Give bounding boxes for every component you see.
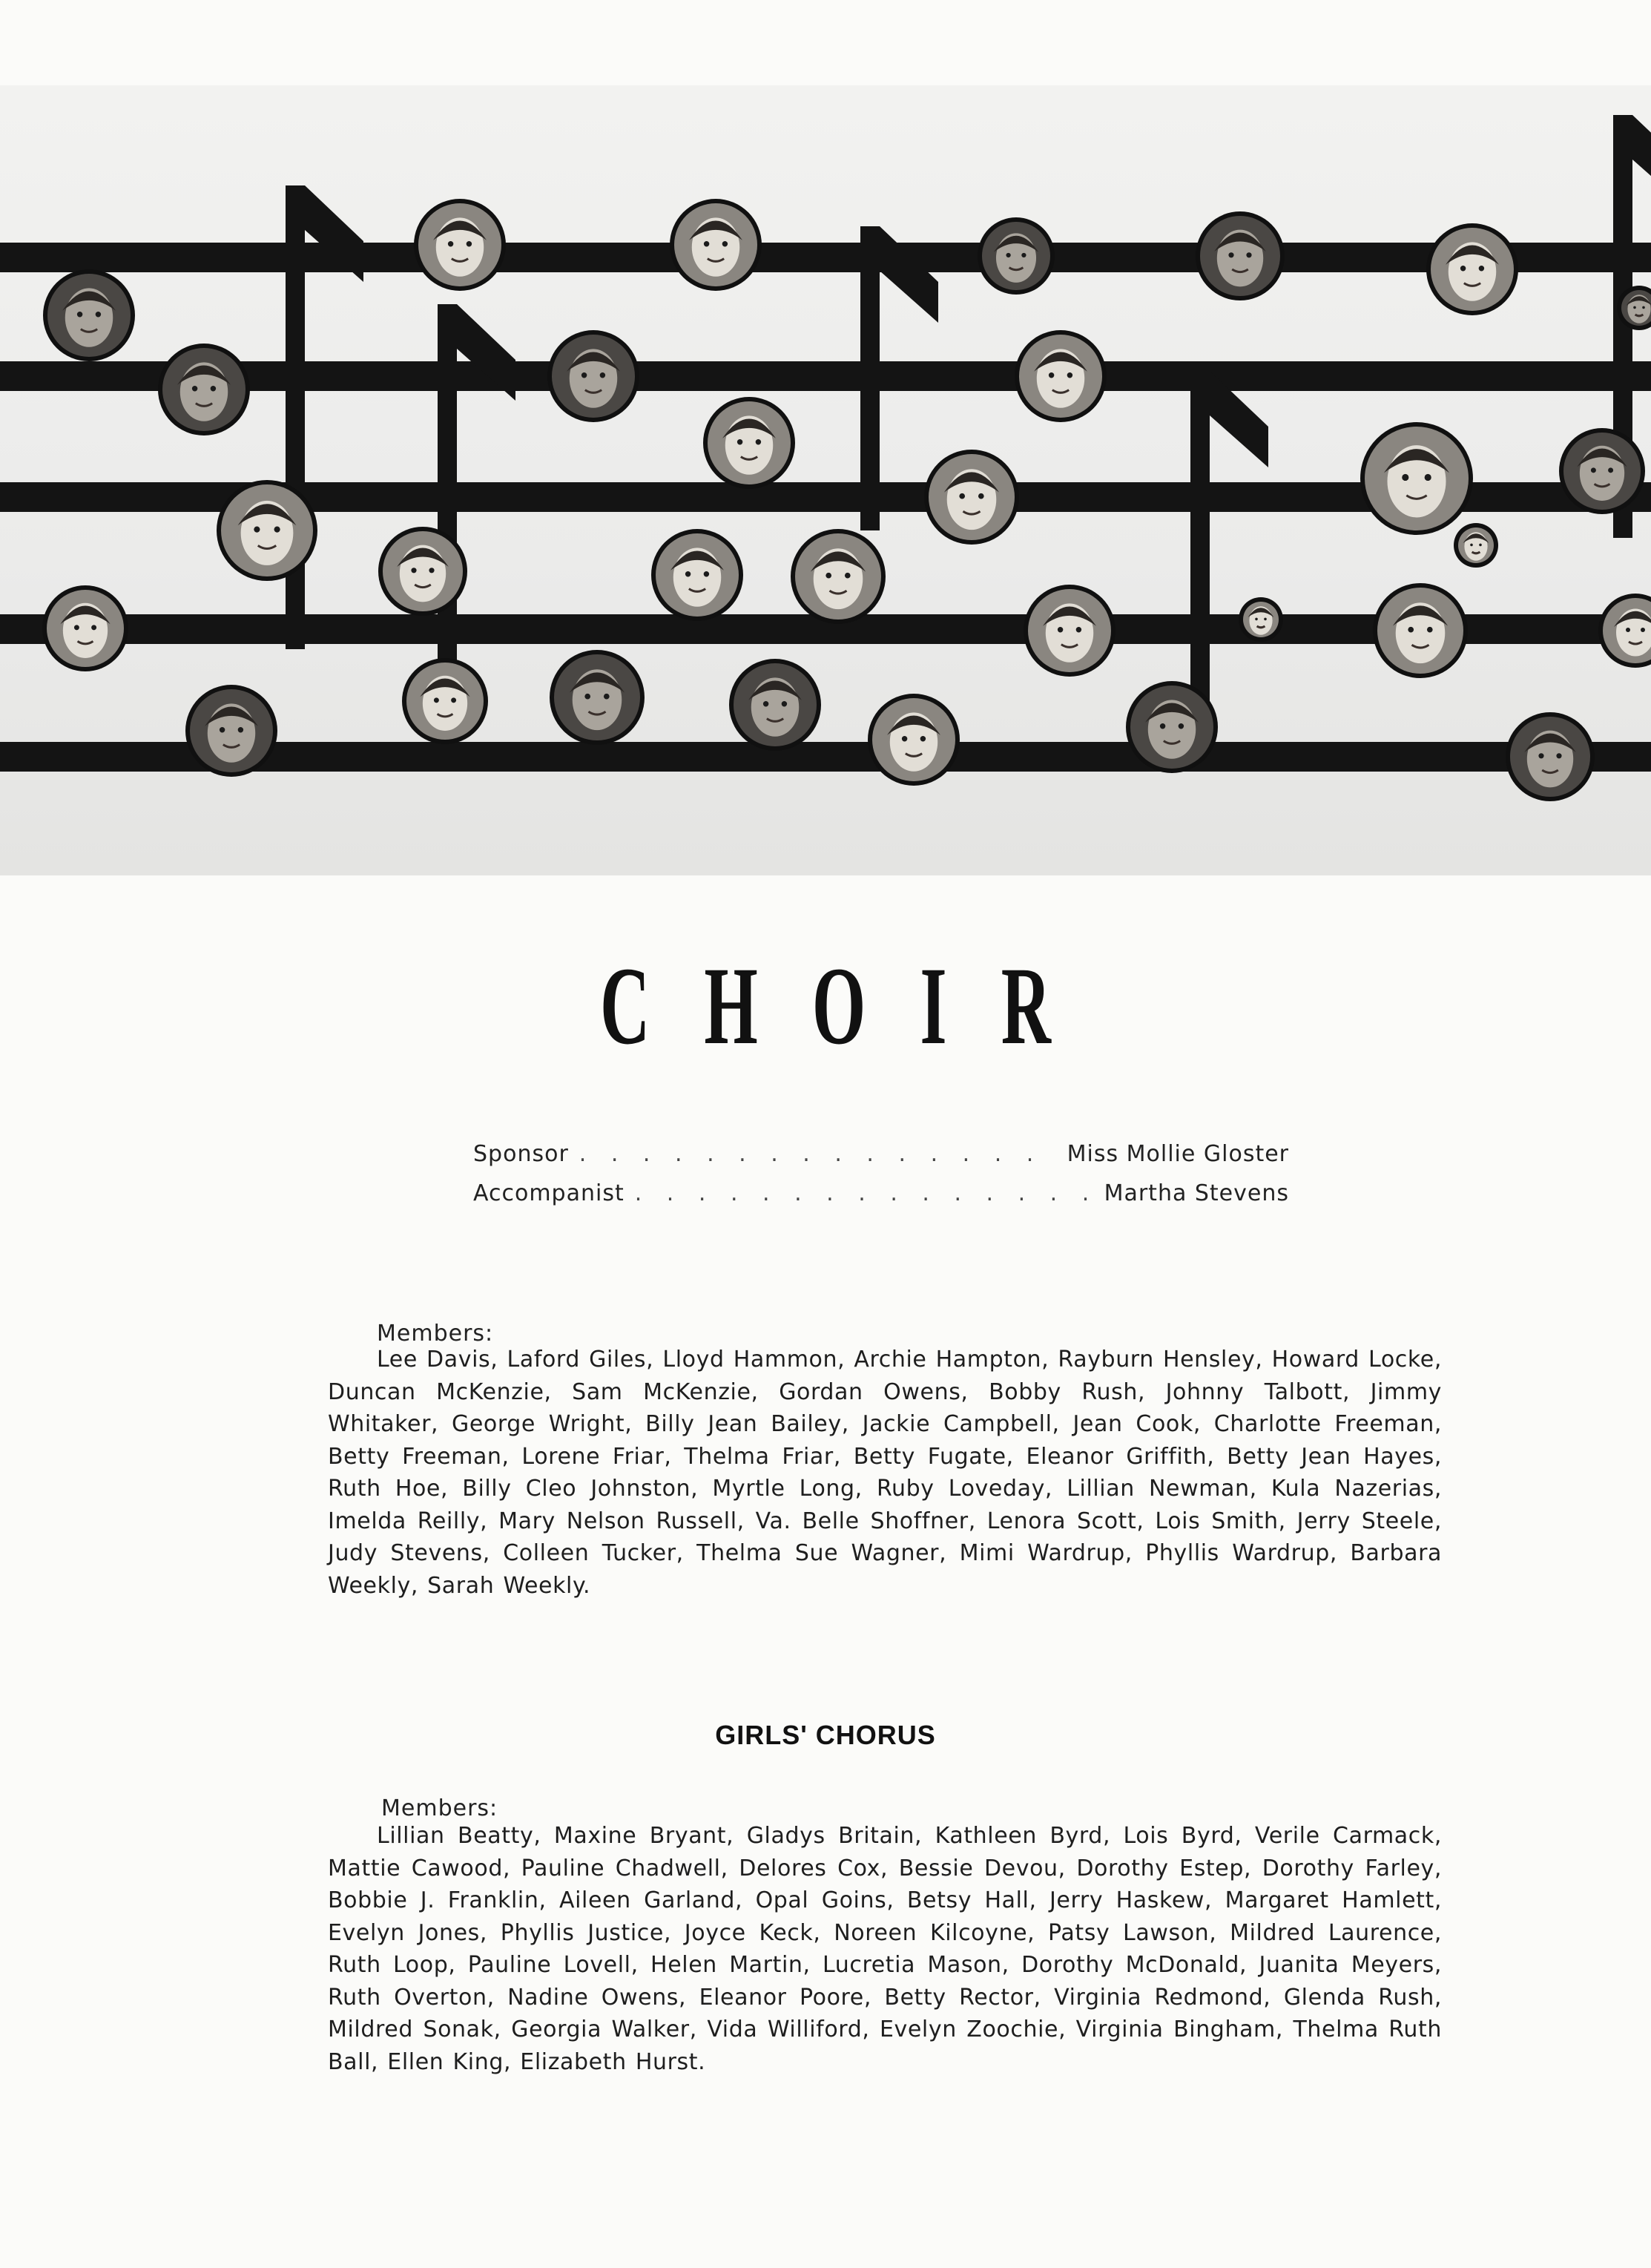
portrait-eye: [737, 439, 742, 444]
portrait-eye: [411, 568, 416, 573]
portrait-eye: [254, 527, 260, 533]
portrait-eye: [704, 241, 709, 246]
portrait-eye: [434, 697, 439, 703]
note-stem: [286, 185, 305, 649]
portrait-eye: [1408, 627, 1414, 633]
accompanist-line: [473, 1180, 1289, 1214]
portrait-eye: [1633, 306, 1636, 309]
portrait-eye: [845, 573, 851, 579]
portrait-eye: [685, 571, 691, 576]
note-flag: [880, 226, 938, 323]
portrait-eye: [1179, 723, 1184, 729]
portrait-eye: [1067, 372, 1072, 378]
portrait-eye: [91, 625, 96, 630]
portrait-eye: [1049, 372, 1054, 378]
portrait-eye: [74, 625, 79, 630]
portrait-eye: [1021, 253, 1026, 257]
portrait-eye: [902, 736, 907, 741]
portrait-eye: [1538, 753, 1543, 758]
portrait-eye: [1160, 723, 1165, 729]
portrait-eye: [1479, 544, 1482, 547]
portrait-eye: [782, 701, 787, 706]
portrait-eye: [1255, 618, 1258, 621]
portrait-eye: [1246, 252, 1251, 257]
portrait-eye: [581, 372, 587, 378]
portrait-eye: [451, 697, 456, 703]
portrait-eye: [429, 568, 434, 573]
portrait-eye: [1470, 544, 1473, 547]
portrait-eye: [448, 241, 453, 246]
portrait-eye: [1626, 628, 1630, 632]
portrait-eye: [826, 573, 831, 579]
sponsor-name: Miss Mollie Gloster: [1067, 1141, 1289, 1167]
portrait-eye: [1058, 627, 1063, 632]
dot-leader: [635, 1180, 1094, 1206]
choir-members-label: Members:: [377, 1321, 494, 1347]
portrait-eye: [604, 694, 610, 700]
music-staff-photo-banner: [0, 85, 1651, 875]
portrait-eye: [1479, 266, 1484, 271]
portrait-eye: [1076, 627, 1081, 632]
accompanist-role: Accompanist: [473, 1180, 625, 1206]
page-title: CHOIR: [600, 944, 1106, 1068]
portrait-eye: [1228, 252, 1233, 257]
staff-line: [0, 243, 1651, 272]
girls-chorus-members-label: Members:: [381, 1795, 498, 1821]
girls-chorus-heading: GIRLS' CHORUS: [715, 1720, 936, 1750]
portrait-eye: [756, 439, 761, 444]
portrait-eye: [1642, 306, 1645, 309]
portrait-eye: [1427, 627, 1433, 633]
portrait-eye: [1556, 753, 1561, 758]
portrait-eye: [1591, 467, 1596, 473]
girls-chorus-members-list: Lillian Beatty, Maxine Bryant, Gladys Britain, Kathleen Byrd, Lois Byrd, Verile Carmack, Mattie Cawood, Pauline Chadwell, Delores Cox, Bessie Devou, Dorothy Estep, Dorothy Farley, Bobbie J. Franklin, Aileen Garland, Opal Goins, Betsy Hall, Jerry Haskew, Margaret Hamlett, Evelyn Jones, Phyllis Justice, Joyce Keck, Noreen Kilcoyne, Patsy Lawson, Mildred Laurence, Ruth Loop, Pauline Lovell, Helen Martin, Lucretia Mason, Dorothy McDonald, Juanita Meyers, Ruth Overton, Nadine Owens, Eleanor Poore, Betty Rector, Virginia Redmond, Glenda Rush, Mildred Sonak, Georgia Walker, Vida Williford, Evelyn Zoochie, Virginia Bingham, Thelma Ruth Ball, Ellen King, Elizabeth Hurst.: [328, 1823, 1442, 2075]
sponsor-line: [473, 1141, 1289, 1175]
portrait-eye: [1264, 618, 1267, 621]
portrait-eye: [238, 727, 243, 732]
portrait-eye: [1460, 266, 1466, 271]
portrait-eye: [600, 372, 605, 378]
portrait-eye: [274, 527, 280, 533]
portrait-eye: [211, 386, 216, 391]
accompanist-name: Martha Stevens: [1104, 1180, 1289, 1206]
portrait-eye: [192, 386, 197, 391]
portrait-eye: [467, 241, 472, 246]
portrait-eye: [1402, 474, 1408, 481]
note-stem: [860, 226, 880, 530]
portrait-eye: [1425, 474, 1431, 481]
portrait-eye: [1006, 253, 1010, 257]
note-stem: [1190, 371, 1210, 738]
note-flag: [1632, 115, 1651, 211]
portrait-eye: [722, 241, 728, 246]
portrait-eye: [1641, 628, 1645, 632]
portrait-eye: [704, 571, 709, 576]
portrait-eye: [959, 493, 965, 499]
portrait-eye: [763, 701, 768, 706]
portrait-eye: [1608, 467, 1613, 473]
portrait-eye: [920, 736, 926, 741]
sponsor-role: Sponsor: [473, 1141, 569, 1167]
portrait-eye: [96, 312, 101, 317]
choir-members-list: Lee Davis, Laford Giles, Lloyd Hammon, Archie Hampton, Rayburn Hensley, Howard Locke, Duncan McKenzie, Sam McKenzie, Gordan Owens, Bobby Rush, Johnny Talbott, Jimmy Whitaker, George Wright, Billy Jean Bailey, Jackie Campbell, Jean Cook, Charlotte Freeman, Betty Freeman, Lorene Friar, Thelma Friar, Betty Fugate, Eleanor Griffith, Betty Jean Hayes, Ruth Hoe, Billy Cleo Johnston, Myrtle Long, Ruby Loveday, Lillian Newman, Kula Nazerias, Imelda Reilly, Mary Nelson Russell, Va. Belle Shoffner, Lenora Scott, Lois Smith, Jerry Steele, Judy Stevens, Colleen Tucker, Thelma Sue Wagner, Mimi Wardrup, Phyllis Wardrup, Barbara Weekly, Sarah Weekly.: [328, 1347, 1442, 1599]
portrait-eye: [220, 727, 225, 732]
music-staff-graphic: [0, 85, 1651, 875]
portrait-eye: [978, 493, 984, 499]
dot-leader: [579, 1141, 1057, 1167]
portrait-eye: [77, 312, 82, 317]
portrait-eye: [584, 694, 590, 700]
